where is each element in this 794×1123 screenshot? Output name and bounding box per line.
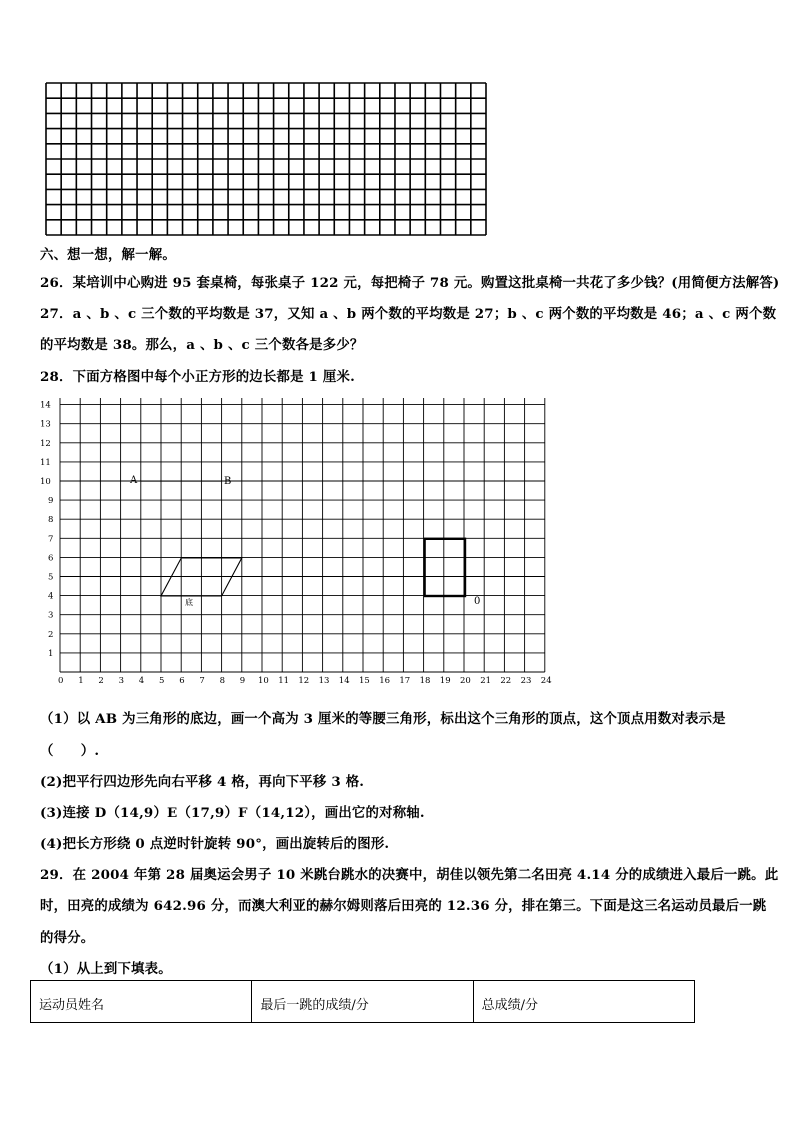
x-tick-label: 13 <box>318 676 330 686</box>
question-29-line3: 的得分。 <box>40 930 95 946</box>
y-tick-label: 3 <box>48 610 54 621</box>
question-27-line2: 的平均数是 38。那么，a 、b 、c 三个数各是多少？ <box>40 337 364 353</box>
blank-grid <box>45 82 487 236</box>
section-heading: 六、想一想，解一解。 <box>40 247 176 263</box>
table-header-last-dive: 最后一跳的成绩/分 <box>252 981 473 1022</box>
base-label: 底 <box>185 598 193 607</box>
x-tick-label: 20 <box>460 676 471 686</box>
x-tick-label: 21 <box>480 676 492 686</box>
question-29-line2: 时，田亮的成绩为 642.96 分，而澳大利亚的赫尔姆则落后田亮的 12.36 分，排在第三。下面是这三名运动员最后一跳 <box>40 898 767 914</box>
y-tick-label: 9 <box>48 496 54 507</box>
rotation-point-o: 0 <box>474 596 481 607</box>
y-tick-label: 5 <box>48 572 54 583</box>
x-tick-label: 4 <box>138 676 145 686</box>
x-tick-label: 6 <box>179 676 185 686</box>
x-tick-label: 3 <box>118 676 125 686</box>
x-tick-label: 5 <box>159 676 165 686</box>
coordinate-grid <box>36 398 556 693</box>
point-a-label: A <box>130 475 138 486</box>
x-tick-label: 23 <box>520 676 532 686</box>
table-header-name: 运动员姓名 <box>31 981 252 1022</box>
x-tick-label: 17 <box>399 676 411 686</box>
x-tick-label: 15 <box>359 676 370 686</box>
x-tick-label: 16 <box>379 676 391 686</box>
x-tick-label: 19 <box>439 676 451 686</box>
x-tick-label: 11 <box>278 676 290 686</box>
rectangle <box>425 539 465 596</box>
question-29-line1: 29．在 2004 年第 28 届奥运会男子 10 米跳台跳水的决赛中，胡佳以领先第二名田亮 4.14 分的成绩进入最后一跳。此 <box>40 867 779 883</box>
question-28-1-line1: （1）以 AB 为三角形的底边，画一个高为 3 厘米的等腰三角形，标出这个三角形的顶点，这个顶点用数对表示是 <box>40 711 726 727</box>
x-tick-label: 1 <box>78 676 84 686</box>
question-28-3: (3)连接 D（14,9）E（17,9）F（14,12），画出它的对称轴. <box>40 805 425 821</box>
table-header-total: 总成绩/分 <box>481 998 539 1013</box>
y-tick-label: 10 <box>40 477 51 487</box>
x-tick-label: 8 <box>219 676 226 686</box>
x-tick-label: 2 <box>98 676 104 686</box>
y-tick-label: 13 <box>40 419 51 430</box>
x-tick-label: 22 <box>500 676 512 686</box>
y-tick-label: 7 <box>48 534 54 545</box>
question-28-2: (2)把平行四边形先向右平移 4 格，再向下平移 3 格. <box>40 774 365 790</box>
score-table <box>30 980 695 1023</box>
x-tick-label: 9 <box>239 676 246 686</box>
x-tick-label: 24 <box>540 676 552 686</box>
y-tick-label: 11 <box>40 457 51 468</box>
question-28-intro: 28．下面方格图中每个小正方形的边长都是 1 厘米. <box>40 369 355 385</box>
x-tick-label: 14 <box>338 676 350 686</box>
y-tick-label: 4 <box>48 591 54 602</box>
x-tick-label: 10 <box>258 676 269 686</box>
y-tick-label: 14 <box>40 400 51 411</box>
x-tick-label: 18 <box>419 676 431 686</box>
y-tick-label: 12 <box>40 438 51 449</box>
question-26: 26．某培训中心购进 95 套桌椅，每张桌子 122 元，每把椅子 78 元。购置这批桌椅一共花了多少钱？(用简便方法解答) <box>40 275 780 291</box>
question-28-1-line2: （ ）. <box>40 743 100 759</box>
x-tick-label: 0 <box>58 676 64 686</box>
y-tick-label: 6 <box>48 553 54 564</box>
question-28-4: (4)把长方形绕 0 点逆时针旋转 90°，画出旋转后的图形. <box>40 836 390 852</box>
x-tick-label: 7 <box>199 676 205 686</box>
question-27-line1: 27．a 、b 、c 三个数的平均数是 37，又知 a 、b 两个数的平均数是 27；b 、c 两个数的平均数是 46；a 、c 两个数 <box>40 306 777 322</box>
y-tick-label: 1 <box>48 648 54 659</box>
point-b-label: B <box>224 476 232 487</box>
y-tick-label: 2 <box>48 629 54 640</box>
question-29-1: （1）从上到下填表。 <box>40 961 172 977</box>
x-tick-label: 12 <box>298 676 310 686</box>
y-tick-label: 8 <box>48 515 54 526</box>
